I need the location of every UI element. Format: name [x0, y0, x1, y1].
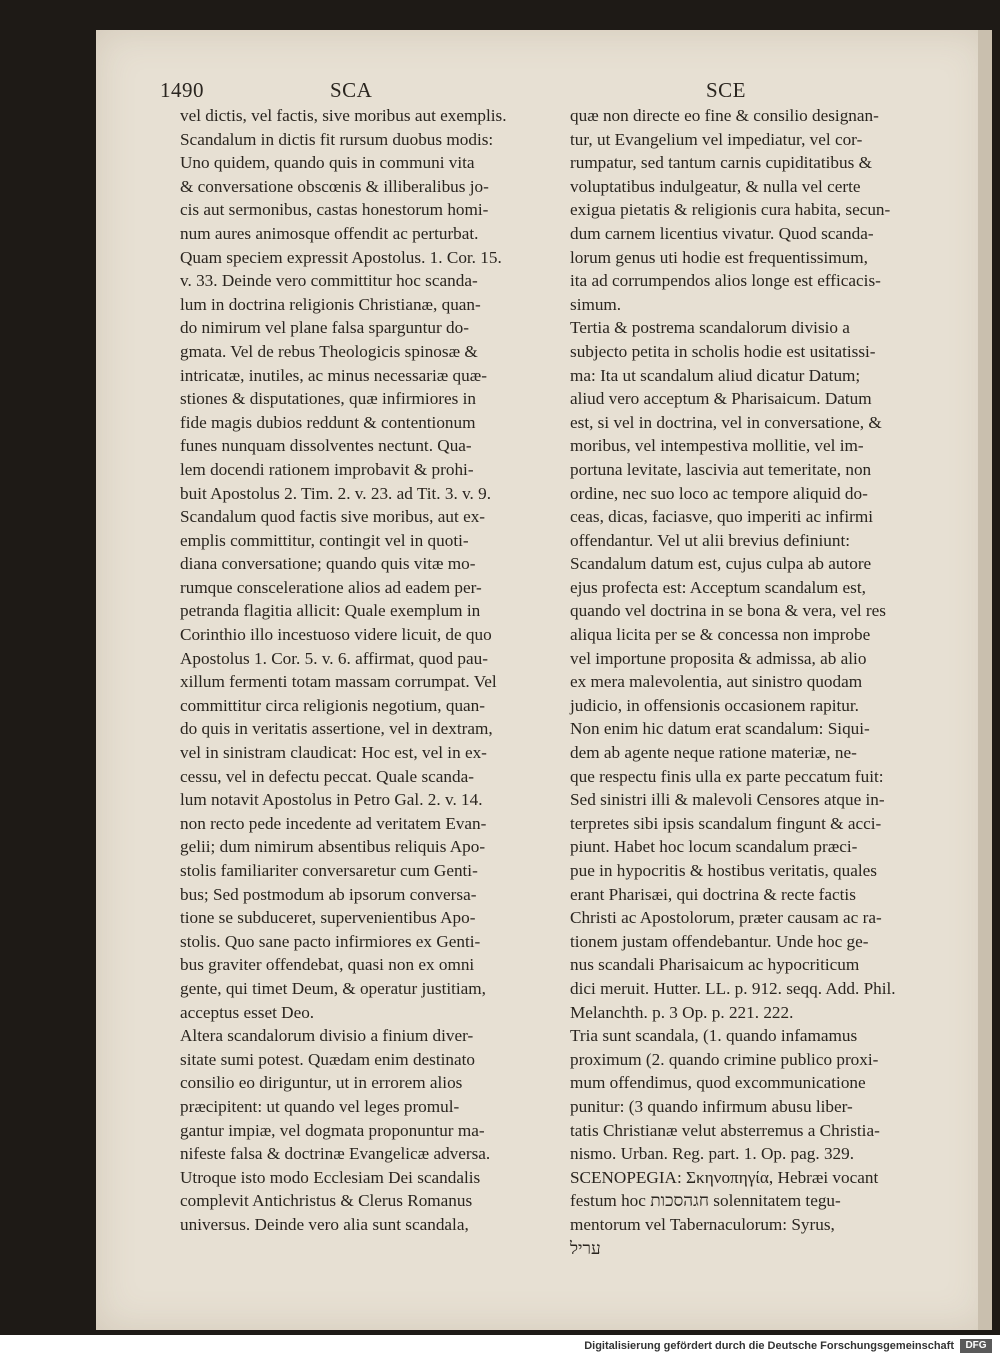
- text-line: simum.: [570, 294, 622, 314]
- text-line: & conversatione obscœnis & illiberalibus jo-: [180, 176, 489, 196]
- text-line: ordine, nec suo loco ac tempore aliquid do-: [570, 483, 868, 503]
- text-line: Apostolus 1. Cor. 5. v. 6. affirmat, quod pau-: [180, 648, 488, 668]
- text-line: vel dictis, vel factis, sive moribus aut exemplis.: [180, 106, 507, 125]
- text-line: consilio eo diriguntur, ut in errorem alios: [180, 1073, 463, 1093]
- text-line: non recto pede incedente ad veritatem Evan-: [180, 813, 487, 833]
- text-line: cessu, vel in defectu peccat. Quale scanda-: [180, 766, 474, 786]
- text-line: lum in doctrina religionis Christianæ, quan-: [180, 294, 481, 314]
- text-line: gantur impiæ, vel dogmata proponuntur ma-: [180, 1120, 485, 1140]
- text-line: diana conversatione; quando quis vitæ mo-: [180, 554, 476, 574]
- text-line: mentorum vel Tabernaculorum: Syrus,: [570, 1214, 835, 1234]
- text-line: lem docendi rationem improbavit & prohi-: [180, 459, 474, 479]
- text-line: voluptatibus indulgeatur, & nulla vel certe: [570, 176, 861, 196]
- text-line: funes nunquam dissolventes nectunt. Qua-: [180, 436, 472, 456]
- text-line: fide magis dubios reddunt & contentionum: [180, 412, 476, 432]
- text-line: Scandalum quod factis sive moribus, aut ex-: [180, 507, 486, 527]
- page-edge: [978, 30, 992, 1330]
- text-line: ceas, dicas, faciasve, quo imperiti ac infirmi: [570, 507, 874, 527]
- text-line: bus; Sed postmodum ab ipsorum conversa-: [180, 884, 477, 904]
- text-line: Corinthio illo incestuoso videre licuit, de quo: [180, 625, 492, 645]
- text-line: stiones & disputationes, quæ infirmiores in: [180, 389, 476, 409]
- text-line: עריל: [570, 1238, 601, 1258]
- text-line: tione se subduceret, supervenientibus Apo-: [180, 908, 476, 928]
- text-line: que respectu finis ulla ex parte peccatum fuit:: [570, 766, 884, 786]
- text-line: sitate sumi potest. Quædam enim destinato: [180, 1049, 476, 1069]
- text-line: Altera scandalorum divisio a finium diver-: [180, 1026, 474, 1046]
- footer-credit: Digitalisierung gefördert durch die Deutsche Forschungsgemeinschaft: [584, 1340, 954, 1352]
- text-line: Christi ac Apostolorum, præter causam ac ra-: [570, 908, 882, 928]
- text-line: complevit Antichristus & Clerus Romanus: [180, 1191, 473, 1211]
- text-line: moribus, vel intempestiva mollitie, vel im-: [570, 436, 864, 456]
- text-line: ita ad corrumpendos alios longe est efficacis-: [570, 271, 881, 291]
- text-line: proximum (2. quando crimine publico proxi-: [570, 1049, 879, 1069]
- text-line: num aures animosque offendit ac perturbat.: [180, 223, 479, 243]
- text-line: xillum fermenti totam massam corrumpat. Vel: [180, 672, 497, 692]
- page-number: 1490: [160, 78, 204, 102]
- text-line: ex mera malevolentia, aut sinistro quodam: [570, 672, 863, 692]
- text-line: est, si vel in doctrina, vel in conversatione, &: [570, 412, 882, 432]
- dfg-logo: DFG: [960, 1339, 992, 1353]
- text-line: aliud vero acceptum & Pharisaicum. Datum: [570, 389, 872, 409]
- text-line: quæ non directe eo fine & consilio designan-: [570, 106, 879, 125]
- text-line: tatis Christianæ velut absterremus a Christia-: [570, 1120, 880, 1140]
- running-head-right: SCE: [706, 78, 747, 102]
- text-line: v. 33. Deinde vero committitur hoc scanda-: [180, 271, 478, 291]
- text-line: nifeste falsa & doctrinæ Evangelicæ adversa.: [180, 1144, 491, 1164]
- left-text-column: [180, 104, 562, 1237]
- text-line: portuna levitate, lascivia aut temeritate, non: [570, 459, 872, 479]
- text-line: Tria sunt scandala, (1. quando infamamus: [570, 1026, 858, 1046]
- text-line: Utroque isto modo Ecclesiam Dei scandalis: [180, 1167, 481, 1187]
- text-line: lum notavit Apostolus in Petro Gal. 2. v. 14.: [180, 790, 483, 810]
- text-line: SCENOPEGIA: Σκηνοπηγία, Hebræi vocant: [570, 1167, 879, 1187]
- text-line: bus graviter offendebat, quasi non ex omni: [180, 955, 475, 975]
- text-line: judicio, in offensionis occasionem rapitur.: [570, 695, 859, 715]
- text-line: ejus profecta est: Acceptum scandalum est,: [570, 577, 866, 597]
- text-line: Non enim hic datum erat scandalum: Siqui-: [570, 719, 870, 739]
- text-line: præcipitent: ut quando vel leges promul-: [180, 1096, 460, 1116]
- text-line: nus scandali Pharisaicum ac hypocriticum: [570, 955, 860, 975]
- text-line: tur, ut Evangelium vel impediatur, vel cor-: [570, 129, 863, 149]
- text-line: buit Apostolus 2. Tim. 2. v. 23. ad Tit. 3. v. 9.: [180, 483, 492, 503]
- text-line: subjecto petita in scholis hodie est usitatissi-: [570, 341, 876, 361]
- text-line: committitur circa religionis negotium, quan-: [180, 695, 486, 715]
- text-line: Quam speciem expressit Apostolus. 1. Cor. 15.: [180, 247, 502, 267]
- text-line: dum carnem licentius vivatur. Quod scanda-: [570, 223, 874, 243]
- text-line: intricatæ, inutiles, ac minus necessariæ quæ-: [180, 365, 487, 385]
- text-line: Scandalum datum est, cujus culpa ab autore: [570, 554, 872, 574]
- text-line: petranda flagitia allicit: Quale exemplum in: [180, 601, 481, 621]
- running-head-left: SCA: [330, 78, 373, 102]
- text-line: cis aut sermonibus, castas honestorum homi-: [180, 200, 489, 220]
- text-line: rumpatur, sed tantum carnis cupiditatibus &: [570, 153, 872, 173]
- text-line: terpretes sibi ipsis scandalum fingunt & acci-: [570, 813, 882, 833]
- text-line: gmata. Vel de rebus Theologicis spinosæ &: [180, 341, 478, 361]
- text-line: mum offendimus, quod excommunicatione: [570, 1073, 866, 1093]
- text-line: ma: Ita ut scandalum aliud dicatur Datum;: [570, 365, 861, 385]
- text-line: Tertia & postrema scandalorum divisio a: [570, 318, 850, 338]
- text-line: quando vel doctrina in se bona & vera, vel res: [570, 601, 886, 621]
- text-line: lorum genus uti hodie est frequentissimum,: [570, 247, 868, 267]
- text-line: universus. Deinde vero alia sunt scandala,: [180, 1214, 469, 1234]
- text-line: Uno quidem, quando quis in communi vita: [180, 153, 475, 173]
- text-line: stolis. Quo sane pacto infirmiores ex Genti-: [180, 931, 481, 951]
- text-line: gelii; dum nimirum absentibus reliquis Apo-: [180, 837, 486, 857]
- text-line: emplis committitur, contingit vel in quoti-: [180, 530, 469, 550]
- text-line: do quis in veritatis assertione, vel in dextram,: [180, 719, 493, 739]
- text-line: punitur: (3 quando infirmum abusu liber-: [570, 1096, 853, 1116]
- footer-bar: [0, 1335, 1000, 1358]
- text-line: stolis familiariter conversaretur cum Genti-: [180, 861, 478, 880]
- text-line: vel importune proposita & admissa, ab alio: [570, 648, 867, 668]
- text-line: dici meruit. Hutter. LL. p. 912. seqq. Add. Phil.: [570, 978, 896, 998]
- text-line: erant Pharisæi, qui doctrina & recte factis: [570, 884, 856, 904]
- text-line: nismo. Urban. Reg. part. 1. Op. pag. 329.: [570, 1144, 855, 1164]
- text-line: gente, qui timet Deum, & operatur justitiam,: [180, 978, 486, 998]
- text-line: festum hoc חגהסכות solennitatem tegu-: [570, 1191, 841, 1211]
- text-line: dem ab agente neque ratione materiæ, ne-: [570, 743, 857, 763]
- text-line: vel in sinistram claudicat: Hoc est, vel in ex-: [180, 743, 487, 763]
- text-line: acceptus esset Deo.: [180, 1002, 315, 1022]
- text-line: Scandalum in dictis fit rursum duobus modis:: [180, 129, 494, 149]
- right-text-column: [570, 104, 932, 1260]
- text-line: exigua pietatis & religionis cura habita, secun-: [570, 200, 891, 220]
- text-line: tionem justam offendebantur. Unde hoc ge-: [570, 931, 869, 951]
- text-line: rumque conscеleratione alios ad eadem per-: [180, 577, 482, 597]
- text-line: pue in hypocritis & hostibus veritatis, quales: [570, 861, 877, 880]
- text-line: do nimirum vel plane falsa sparguntur do-: [180, 318, 469, 338]
- text-line: aliqua licita per se & concessa non improbe: [570, 625, 871, 645]
- text-line: Sed sinistri illi & malevoli Censores atque in-: [570, 790, 885, 810]
- text-line: offendantur. Vel ut alii brevius definiunt:: [570, 530, 851, 550]
- text-line: piunt. Habet hoc locum scandalum præci-: [570, 837, 858, 857]
- text-line: Melanchth. p. 3 Op. p. 221. 222.: [570, 1002, 794, 1022]
